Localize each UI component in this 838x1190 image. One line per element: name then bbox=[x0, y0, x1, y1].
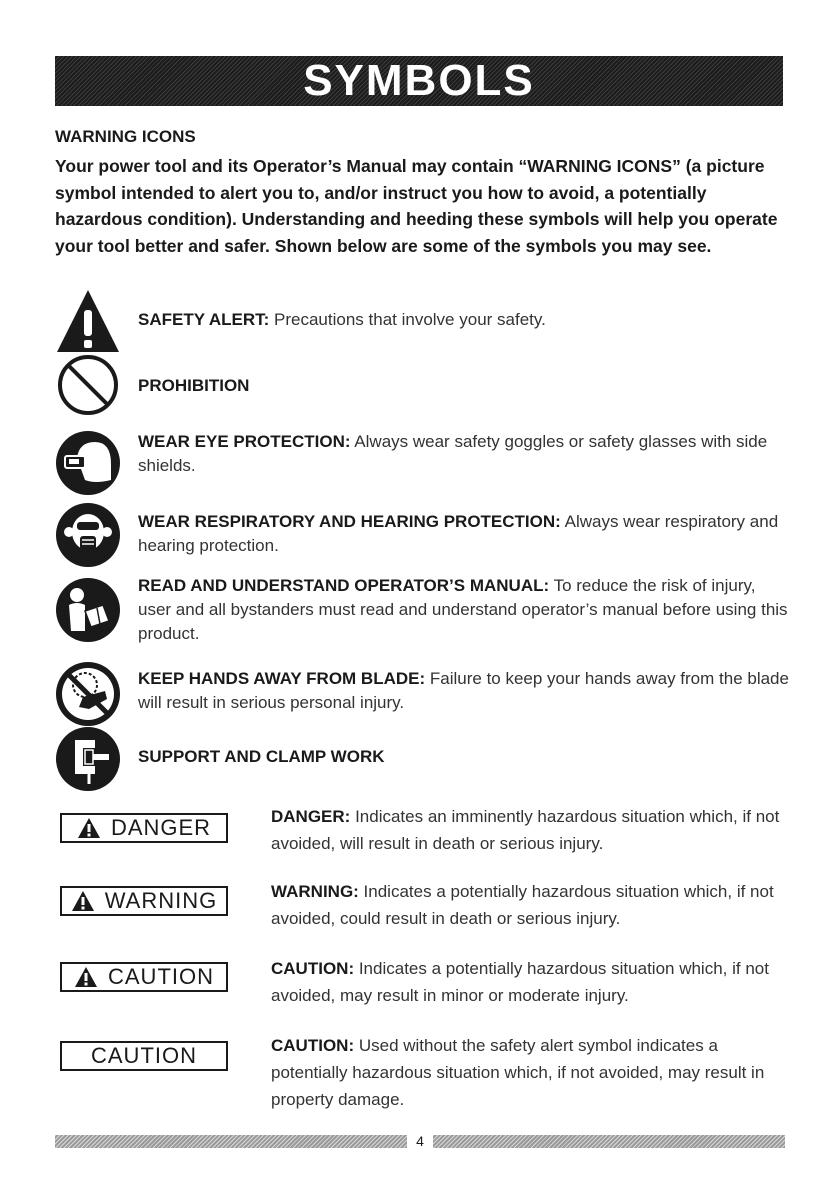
signal-word-label: DANGER bbox=[110, 815, 212, 840]
footer-bar-right bbox=[433, 1135, 785, 1148]
eye-protection-icon bbox=[55, 430, 121, 496]
caution-alert-description bbox=[271, 955, 791, 1009]
alert-triangle-icon bbox=[77, 817, 101, 839]
page-number: 4 bbox=[416, 1133, 424, 1149]
prohibition-icon bbox=[55, 352, 121, 418]
hands-away-icon bbox=[55, 661, 121, 727]
symbol-text bbox=[138, 667, 790, 715]
danger-signal-box bbox=[60, 813, 228, 843]
signal-description: Indicates a potentially hazardous situation which, if not avoided, could result in death or serious injury. bbox=[271, 882, 774, 928]
symbol-text bbox=[138, 374, 790, 398]
page-title: SYMBOLS bbox=[303, 56, 535, 105]
symbol-text bbox=[138, 745, 790, 769]
warning-description bbox=[271, 878, 791, 932]
symbol-title: WEAR RESPIRATORY AND HEARING PROTECTION: bbox=[138, 512, 561, 531]
signal-word-label: CAUTION bbox=[108, 964, 214, 989]
symbol-title: SUPPORT AND CLAMP WORK bbox=[138, 747, 385, 766]
symbol-description: Failure to keep your hands away from the blade will result in serious personal injury. bbox=[138, 669, 789, 712]
safety-alert-icon bbox=[55, 288, 121, 354]
symbol-title: READ AND UNDERSTAND OPERATOR’S MANUAL: bbox=[138, 576, 550, 595]
signal-word-label: WARNING bbox=[104, 888, 218, 913]
symbol-title: PROHIBITION bbox=[138, 376, 250, 395]
caution-signal-box bbox=[60, 1041, 228, 1071]
symbol-text bbox=[138, 574, 790, 646]
signal-description: Indicates a potentially hazardous situation which, if not avoided, may result in minor or moderate injury. bbox=[271, 959, 769, 1005]
symbol-description: Always wear respiratory and hearing protection. bbox=[138, 512, 779, 555]
signal-description: Used without the safety alert symbol indicates a potentially hazardous situation which, if not avoided, may result in property damage. bbox=[271, 1036, 765, 1109]
symbol-title: WEAR EYE PROTECTION: bbox=[138, 432, 351, 451]
symbol-text bbox=[138, 430, 790, 478]
signal-title: DANGER: bbox=[271, 807, 351, 826]
caution-alert-signal-box bbox=[60, 962, 228, 992]
symbol-description: Precautions that involve your safety. bbox=[269, 310, 546, 329]
signal-title: WARNING: bbox=[271, 882, 359, 901]
symbol-description: Always wear safety goggles or safety glasses with side shields. bbox=[138, 432, 768, 475]
symbol-title: KEEP HANDS AWAY FROM BLADE: bbox=[138, 669, 426, 688]
caution-description bbox=[271, 1032, 791, 1113]
alert-triangle-icon bbox=[71, 890, 95, 912]
alert-triangle-icon bbox=[74, 966, 98, 988]
respirator-icon bbox=[55, 502, 121, 568]
signal-word-label: CAUTION bbox=[91, 1043, 197, 1068]
signal-title: CAUTION: bbox=[271, 959, 355, 978]
symbol-title: SAFETY ALERT: bbox=[138, 310, 270, 329]
symbol-text bbox=[138, 510, 790, 558]
danger-description bbox=[271, 803, 791, 857]
warning-signal-box bbox=[60, 886, 228, 916]
footer-bar-left bbox=[55, 1135, 407, 1148]
title-banner bbox=[55, 56, 783, 106]
signal-description: Indicates an imminently hazardous situation which, if not avoided, will result in death or serious injury. bbox=[271, 807, 780, 853]
symbol-description: To reduce the risk of injury, user and all bystanders must read and understand operator’s manual before using this product. bbox=[138, 576, 788, 643]
clamp-work-icon bbox=[55, 726, 121, 792]
symbol-text bbox=[138, 308, 790, 332]
signal-title: CAUTION: bbox=[271, 1036, 355, 1055]
warning-icons-heading: WARNING ICONS bbox=[55, 127, 196, 146]
read-manual-icon bbox=[55, 577, 121, 643]
intro-paragraph: Your power tool and its Operator’s Manual may contain “WARNING ICONS” (a picture symbol intended to alert you to, and/or instruct you how to avoid, a potentially hazardous condition). Understanding and heeding these symbols will help you operate your tool better and safer. Shown below are some of the symbols you may see. bbox=[55, 156, 778, 256]
